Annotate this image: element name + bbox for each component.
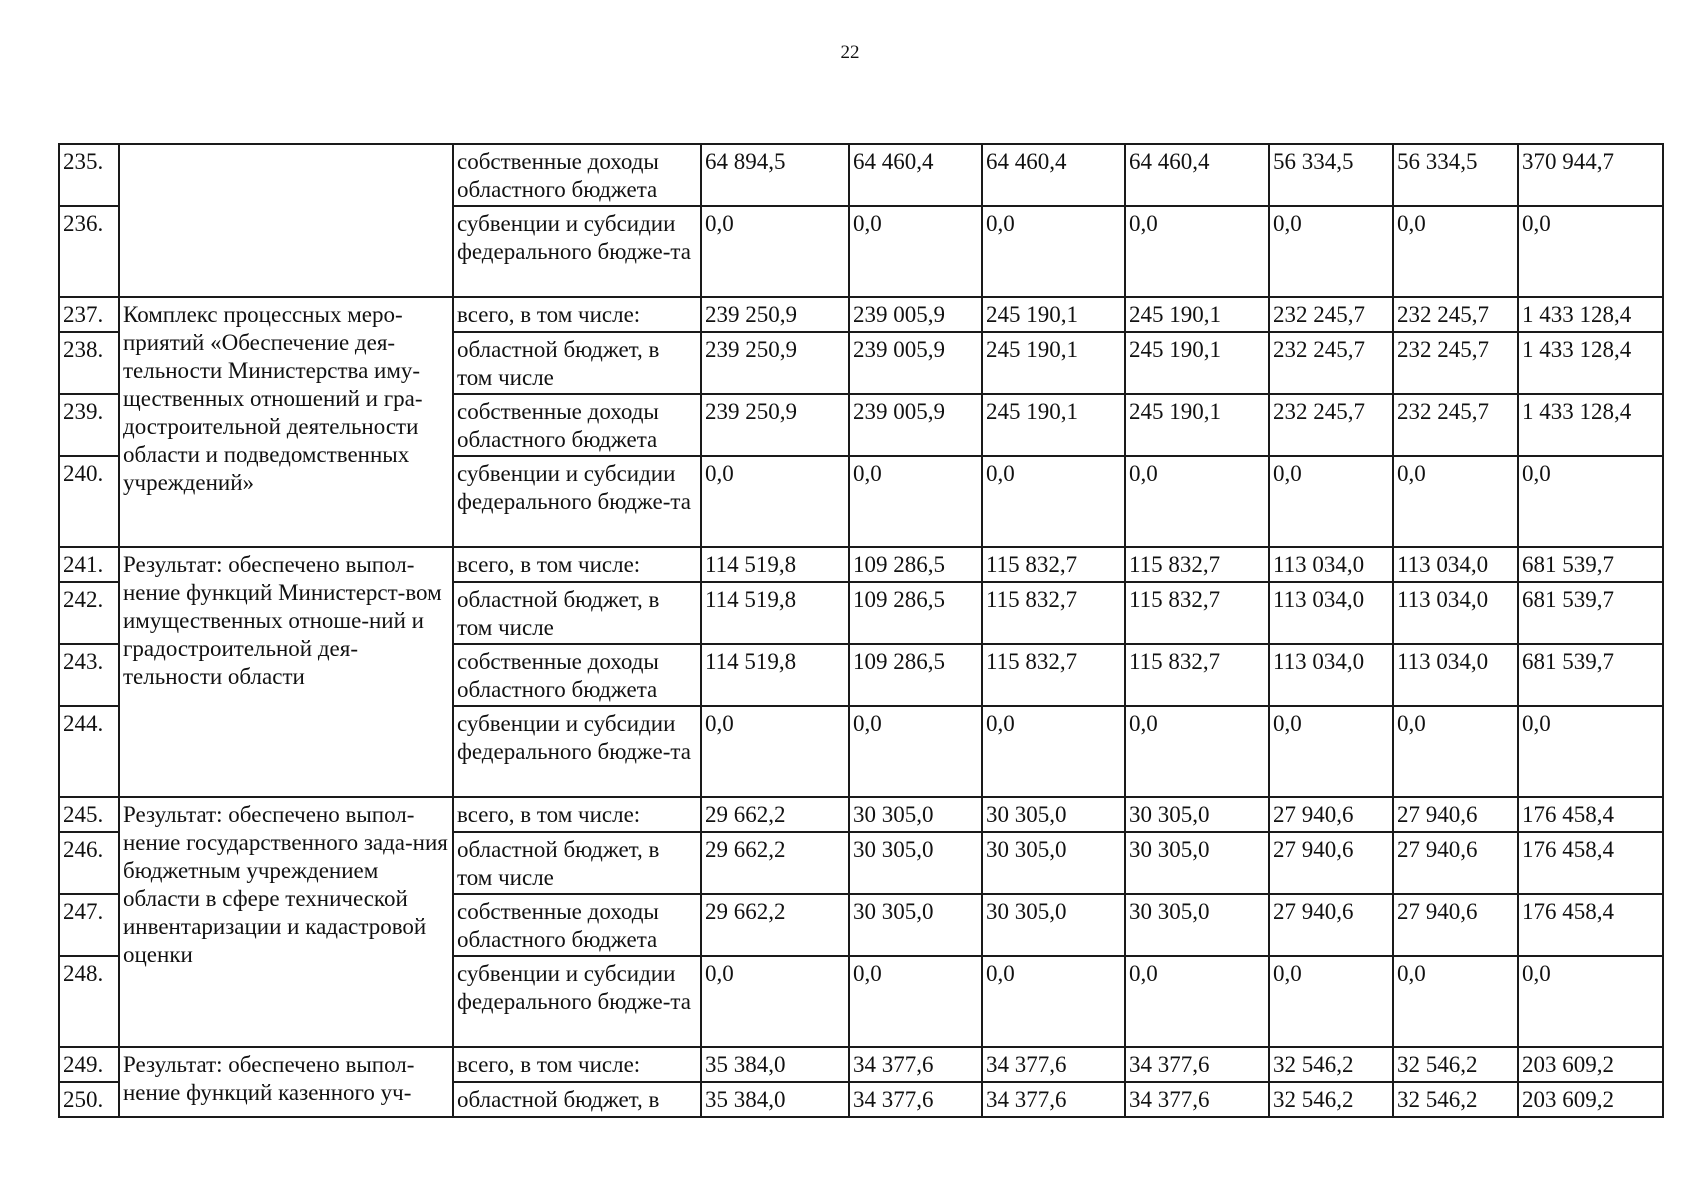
year-value-cell: 64 460,4 [1125,144,1269,206]
year-value-cell: 27 940,6 [1269,797,1393,832]
year-value-cell: 34 377,6 [849,1082,982,1117]
year-value-cell: 232 245,7 [1393,297,1518,332]
total-value-cell: 681 539,7 [1518,582,1663,644]
year-value-cell: 114 519,8 [701,644,849,706]
table-row [59,297,1663,332]
row-number: 242. [59,582,119,644]
row-number: 246. [59,832,119,894]
row-number: 239. [59,394,119,456]
year-value-cell: 239 005,9 [849,332,982,394]
total-value-cell: 1 433 128,4 [1518,332,1663,394]
year-value-cell: 113 034,0 [1269,582,1393,644]
funding-source-cell: собственные доходы областного бюджета [453,644,701,706]
year-value-cell: 0,0 [1125,956,1269,1047]
funding-source-cell: всего, в том числе: [453,547,701,582]
year-value-cell: 232 245,7 [1393,332,1518,394]
funding-source-cell: всего, в том числе: [453,297,701,332]
year-value-cell: 30 305,0 [982,894,1125,956]
row-number: 241. [59,547,119,582]
year-value-cell: 239 005,9 [849,297,982,332]
year-value-cell: 109 286,5 [849,644,982,706]
year-value-cell: 30 305,0 [1125,797,1269,832]
activity-name-cell: Результат: обеспечено выпол-нение государственного зада-ния бюджетным учреждением области в сфере технической инвентаризации и кадастровой оценки [119,797,453,1047]
year-value-cell: 64 894,5 [701,144,849,206]
year-value-cell: 0,0 [1125,206,1269,297]
year-value-cell: 245 190,1 [982,394,1125,456]
year-value-cell: 239 250,9 [701,332,849,394]
row-number: 248. [59,956,119,1047]
year-value-cell: 32 546,2 [1393,1082,1518,1117]
row-number: 236. [59,206,119,297]
year-value-cell: 245 190,1 [1125,394,1269,456]
total-value-cell: 681 539,7 [1518,644,1663,706]
year-value-cell: 30 305,0 [1125,832,1269,894]
year-value-cell: 30 305,0 [849,832,982,894]
funding-source-cell: собственные доходы областного бюджета [453,894,701,956]
year-value-cell: 0,0 [701,956,849,1047]
row-number: 244. [59,706,119,797]
year-value-cell: 0,0 [701,456,849,547]
funding-source-cell: областной бюджет, в том числе [453,332,701,394]
year-value-cell: 232 245,7 [1269,297,1393,332]
year-value-cell: 113 034,0 [1393,547,1518,582]
funding-source-cell: всего, в том числе: [453,1047,701,1082]
row-number: 238. [59,332,119,394]
year-value-cell: 0,0 [701,206,849,297]
funding-source-cell: субвенции и субсидии федерального бюдже-та [453,706,701,797]
year-value-cell: 0,0 [1269,956,1393,1047]
year-value-cell: 0,0 [849,206,982,297]
year-value-cell: 34 377,6 [1125,1082,1269,1117]
year-value-cell: 115 832,7 [1125,644,1269,706]
year-value-cell: 114 519,8 [701,547,849,582]
total-value-cell: 203 609,2 [1518,1047,1663,1082]
year-value-cell: 0,0 [849,956,982,1047]
row-number: 245. [59,797,119,832]
year-value-cell: 64 460,4 [849,144,982,206]
total-value-cell: 0,0 [1518,206,1663,297]
year-value-cell: 34 377,6 [982,1047,1125,1082]
year-value-cell: 232 245,7 [1269,394,1393,456]
year-value-cell: 34 377,6 [849,1047,982,1082]
year-value-cell: 239 250,9 [701,297,849,332]
total-value-cell: 176 458,4 [1518,832,1663,894]
year-value-cell: 232 245,7 [1393,394,1518,456]
year-value-cell: 30 305,0 [982,832,1125,894]
year-value-cell: 27 940,6 [1393,797,1518,832]
year-value-cell: 0,0 [982,206,1125,297]
year-value-cell: 34 377,6 [1125,1047,1269,1082]
table-row [59,1047,1663,1082]
row-number: 243. [59,644,119,706]
year-value-cell: 29 662,2 [701,894,849,956]
year-value-cell: 113 034,0 [1269,644,1393,706]
year-value-cell: 30 305,0 [849,797,982,832]
activity-name-cell [119,144,453,297]
total-value-cell: 0,0 [1518,456,1663,547]
total-value-cell: 1 433 128,4 [1518,297,1663,332]
budget-table [58,143,1664,1118]
funding-source-cell: областной бюджет, в [453,1082,701,1117]
year-value-cell: 239 005,9 [849,394,982,456]
row-number: 247. [59,894,119,956]
year-value-cell: 34 377,6 [982,1082,1125,1117]
year-value-cell: 0,0 [1393,956,1518,1047]
year-value-cell: 0,0 [982,956,1125,1047]
activity-name-cell: Результат: обеспечено выпол-нение функций Министерст-вом имущественных отноше-ний и градостроительной дея-тельности области [119,547,453,797]
funding-source-cell: областной бюджет, в том числе [453,582,701,644]
year-value-cell: 27 940,6 [1393,894,1518,956]
year-value-cell: 239 250,9 [701,394,849,456]
year-value-cell: 30 305,0 [982,797,1125,832]
year-value-cell: 115 832,7 [982,644,1125,706]
year-value-cell: 35 384,0 [701,1082,849,1117]
total-value-cell: 1 433 128,4 [1518,394,1663,456]
funding-source-cell: субвенции и субсидии федерального бюдже-та [453,206,701,297]
total-value-cell: 681 539,7 [1518,547,1663,582]
table-row [59,797,1663,832]
total-value-cell: 0,0 [1518,956,1663,1047]
row-number: 235. [59,144,119,206]
year-value-cell: 0,0 [849,456,982,547]
year-value-cell: 0,0 [701,706,849,797]
year-value-cell: 32 546,2 [1393,1047,1518,1082]
total-value-cell: 176 458,4 [1518,894,1663,956]
year-value-cell: 113 034,0 [1393,644,1518,706]
year-value-cell: 245 190,1 [1125,297,1269,332]
funding-source-cell: всего, в том числе: [453,797,701,832]
funding-source-cell: собственные доходы областного бюджета [453,144,701,206]
year-value-cell: 114 519,8 [701,582,849,644]
year-value-cell: 232 245,7 [1269,332,1393,394]
budget-table-body [59,144,1663,1117]
row-number: 249. [59,1047,119,1082]
funding-source-cell: субвенции и субсидии федерального бюдже-та [453,456,701,547]
total-value-cell: 0,0 [1518,706,1663,797]
year-value-cell: 29 662,2 [701,797,849,832]
funding-source-cell: областной бюджет, в том числе [453,832,701,894]
table-row [59,144,1663,206]
row-number: 240. [59,456,119,547]
year-value-cell: 113 034,0 [1393,582,1518,644]
year-value-cell: 0,0 [1125,706,1269,797]
year-value-cell: 35 384,0 [701,1047,849,1082]
year-value-cell: 64 460,4 [982,144,1125,206]
year-value-cell: 30 305,0 [1125,894,1269,956]
year-value-cell: 0,0 [1393,456,1518,547]
year-value-cell: 245 190,1 [982,297,1125,332]
year-value-cell: 0,0 [849,706,982,797]
year-value-cell: 0,0 [1125,456,1269,547]
year-value-cell: 32 546,2 [1269,1082,1393,1117]
year-value-cell: 27 940,6 [1269,894,1393,956]
total-value-cell: 203 609,2 [1518,1082,1663,1117]
year-value-cell: 0,0 [1269,706,1393,797]
year-value-cell: 27 940,6 [1393,832,1518,894]
total-value-cell: 176 458,4 [1518,797,1663,832]
row-number: 250. [59,1082,119,1117]
year-value-cell: 0,0 [1269,456,1393,547]
funding-source-cell: субвенции и субсидии федерального бюдже-та [453,956,701,1047]
year-value-cell: 245 190,1 [1125,332,1269,394]
year-value-cell: 109 286,5 [849,547,982,582]
year-value-cell: 32 546,2 [1269,1047,1393,1082]
total-value-cell: 370 944,7 [1518,144,1663,206]
table-row [59,547,1663,582]
activity-name-cell: Результат: обеспечено выпол-нение функций казенного уч- [119,1047,453,1117]
year-value-cell: 115 832,7 [1125,582,1269,644]
year-value-cell: 0,0 [982,706,1125,797]
year-value-cell: 0,0 [1393,706,1518,797]
year-value-cell: 109 286,5 [849,582,982,644]
year-value-cell: 0,0 [982,456,1125,547]
year-value-cell: 56 334,5 [1269,144,1393,206]
row-number: 237. [59,297,119,332]
funding-source-cell: собственные доходы областного бюджета [453,394,701,456]
year-value-cell: 113 034,0 [1269,547,1393,582]
year-value-cell: 0,0 [1269,206,1393,297]
year-value-cell: 30 305,0 [849,894,982,956]
page-number: 22 [840,42,860,63]
year-value-cell: 115 832,7 [982,547,1125,582]
year-value-cell: 27 940,6 [1269,832,1393,894]
year-value-cell: 56 334,5 [1393,144,1518,206]
year-value-cell: 29 662,2 [701,832,849,894]
activity-name-cell: Комплекс процессных меро-приятий «Обеспечение дея-тельности Министерства иму-щественных отношений и гра-достроительной деятельности области и подведомственных учреждений» [119,297,453,547]
year-value-cell: 115 832,7 [982,582,1125,644]
year-value-cell: 245 190,1 [982,332,1125,394]
year-value-cell: 0,0 [1393,206,1518,297]
year-value-cell: 115 832,7 [1125,547,1269,582]
